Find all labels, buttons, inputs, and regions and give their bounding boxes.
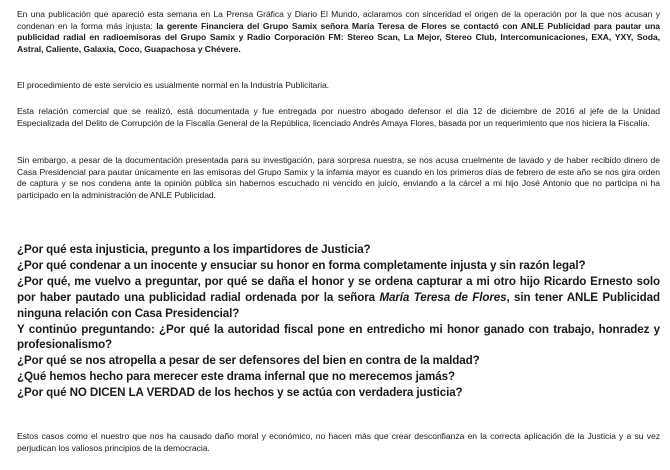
paragraph-accusation: Sin embargo, a pesar de la documentación presentada para su investigación, para sorpresa nuestra, se nos acusa cruelmente de lavado y de haber recibido dinero de Casa Presidencial para pautar únicamente en las emisoras del Grupo Samix y la infamia mayor es cuando en los primeros días de febrero de este año se nos gira orden de captura y se nos condena ante la opinión pública sin habernos escuchado ni vencido en juicio, enviando a la cárcel a mi hijo José Antonio que no participa ni ha participado en la administración de ANLE Publicidad. bbox=[17, 155, 660, 200]
question-4: Y continúo preguntando: ¿Por qué la autoridad fiscal pone en entredicho mi honor ganado con trabajo, honradez y profesionalismo? bbox=[17, 322, 660, 352]
question-3 bbox=[17, 274, 660, 322]
question-1: ¿Por qué esta injusticia, pregunto a los impartidores de Justicia? bbox=[17, 243, 371, 256]
paragraph-conclusion: Estos casos como el nuestro que nos ha causado daño moral y económico, no hacen más que crear desconfianza en la correcta aplicación de la Justicia y a su vez perjudican los valiosos principios de la democracia. bbox=[17, 431, 660, 453]
paragraph-origin-text: En una publicación que apareció esta semana en La Prensa Gráfica y Diario El Mundo, aclaramos con sinceridad el origen de la operación por la que nos acusan y condenan en la forma más injusta: bbox=[17, 9, 660, 31]
questions-list bbox=[17, 242, 660, 401]
question-3-after: , sin tener ANLE Publicidad ninguna relación con Casa Presidencial? bbox=[17, 290, 660, 320]
question-5: ¿Por qué se nos atropella a pesar de ser defensores del bien en contra de la maldad? bbox=[17, 354, 480, 368]
paragraph-documentation: Esta relación comercial que se realizó, está documentada y fue entregada por nuestro abogado defensor el día 12 de diciembre de 2016 al jefe de la Unidad Especializada del Delito de Corrupción de la Fiscalía General de la República, licenciado Andrés Amaya Flores, basada por un requerimiento que nos hiciera la Fiscalía. bbox=[17, 106, 660, 128]
paragraph-procedure: El procedimiento de este servicio es usualmente normal en la Industria Publicitaria. bbox=[17, 80, 330, 90]
paragraph-origin-bold: la gerente Financiera del Grupo Samix señora María Teresa de Flores se contactó con ANLE Publicidad para pautar una publicidad radial en radioemisoras del Grupo Samix y Radio Corporación FM: Stereo Scan, La Mejor, Stereo Club, Intercomunicaciones, EXA, YXY, Soda, Astral, Caliente, Galaxia, Coco, Guapachosa y Chévere. bbox=[17, 20, 661, 54]
question-6: ¿Qué hemos hecho para merecer este drama infernal que no merecemos jamás? bbox=[17, 370, 455, 384]
question-3-before: ¿Por qué, me vuelvo a preguntar, por qué se daña el honor y se ordena capturar a mi otro hijo Ricardo Ernesto solo por haber pautado una publicidad radial ordenada por la señora bbox=[17, 274, 660, 304]
question-7: ¿Por qué NO DICEN LA VERDAD de los hechos y se actúa con verdadera justicia? bbox=[17, 386, 463, 400]
paragraph-origin bbox=[17, 9, 660, 55]
question-2: ¿Por qué condenar a un inocente y ensuciar su honor en forma completamente injusta y sin razón legal? bbox=[17, 258, 586, 272]
question-3-emphasis: María Teresa de Flores bbox=[379, 290, 507, 304]
